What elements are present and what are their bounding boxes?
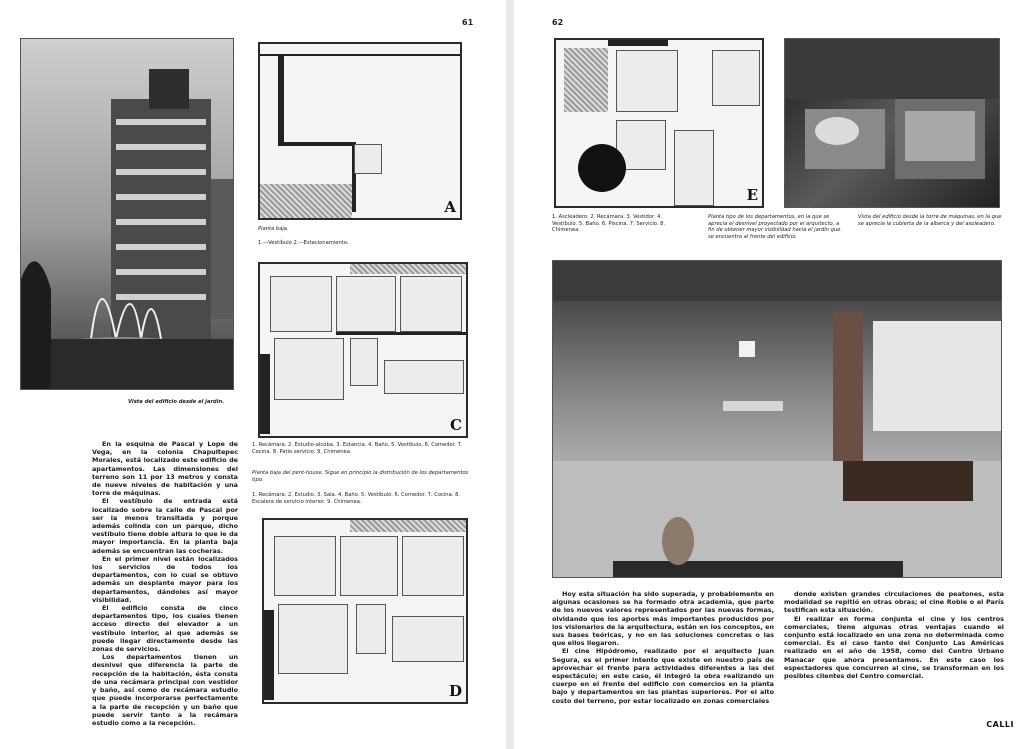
body-paragraph: El vestíbulo de entrada está localizado sobre la calle de Pascal por ser la menos transitada y porque además colinda con un parque, dicho vestíbulo tiene doble altura lo que le da mayor importancia. En la planta baja además se encuentran las cocheras. bbox=[92, 497, 238, 555]
floor-plan-c bbox=[258, 262, 468, 438]
building-photo bbox=[20, 38, 234, 390]
body-paragraph: El edificio consta de cinco departamentos tipo, los cuales tienen acceso directo del elevador a un vestíbulo interior, al que además se puede llegar directamente desde las zonas de servicios. bbox=[92, 604, 238, 654]
plan-a-title: Planta baja. bbox=[258, 226, 289, 232]
body-text-column bbox=[92, 440, 238, 727]
body-paragraph: En el primer nivel están localizados los servicios de todos los departamentos, con lo cual se obtuvo además un desplante mayor para los departamentos, dándoles así mayor visibilidad. bbox=[92, 554, 238, 604]
floor-plan-d bbox=[262, 518, 468, 704]
page-number: 61 bbox=[462, 18, 474, 27]
plan-letter: E bbox=[746, 186, 758, 204]
plan-e-legend: 1. Ascleadero. 2. Recámara. 3. Vestidor. 4. Vestíbulo. 5. Baño. 6. Piscina. 7. Servicio. 8. Chimenea. bbox=[552, 214, 666, 234]
tower-view-caption: Vista del edificio desde la torre de máquinas, en la que se aprecia la cubierta de la alberca y del asoleadero. bbox=[858, 214, 1002, 227]
body-text-column-1 bbox=[552, 590, 774, 705]
tower-view-photo bbox=[784, 38, 1000, 208]
floor-plan-a bbox=[258, 42, 462, 220]
typical-plan-caption: Planta tipo de los departamentos, en la que se aprecia el desnivel proyectado por el arquitecto, a fin de obtener mayor visibilidad hacia el jardín que se encuentra al frente del edificio. bbox=[708, 214, 841, 240]
magazine-logo: CALLI bbox=[986, 720, 1014, 729]
plan-c-title: Planta baja del pent-house. Sigue en principio la distribución de los departamentos tipo. bbox=[252, 470, 469, 483]
body-paragraph: El cine Hipódromo, realizado por el arquitecto Juan Segura, es el primer intento que existe en nuestro país de aprovechar el frente para actividades diferentes a las del espectáculo; en este caso, él integró la obra realizando un cuerpo en el frente del edificio con comercios en la planta bajo y departamentos en las plantas superiores. Por el alto costo del terreno, por estar localizado en zonas comerciales bbox=[552, 647, 774, 705]
plan-d-legend: 1. Recámara. 2. Estudio. 3. Sala. 4. Baño. 5. Vestíbulo. 6. Comedor. 7. Cocina. 8. Escalera de servicio interior. 9. Chimenea. bbox=[252, 492, 461, 505]
floor-plan-e bbox=[554, 38, 764, 208]
photo-caption: Vista del edificio desde el jardín. bbox=[128, 399, 225, 405]
plan-a-legend: 1.—Vestíbulo 2.—Estacionamiento. bbox=[258, 240, 349, 246]
body-paragraph: El realizar en forma conjunta el cine y los centros comerciales, tiene algunas otras ventajas cuando el conjunto está localizado en una zona no determinada como comercial. Es el caso tanto del Conjunto Las Américas realizado en el año de 1958, como del Centro Urbano Manacar que ahora presentamos. En este caso los espectadores que concurren al cine, se transforman en los posibles clientes del Centro comercial. bbox=[784, 614, 1004, 681]
right-page bbox=[514, 0, 1024, 749]
body-paragraph: donde existen grandes circulaciones de peatones, esta modalidad se repitió en otras obras; el cine Roble o el París testifican esta situación. bbox=[784, 590, 1004, 615]
body-paragraph: Los departamentos tienen un desnivel que diferencia la parte de recepción de la habitación, ésta consta de una recámara principal con vestidor y baño, así como de recámara estudio que puede incorporarse perfectamente a la parte de recepción y un baño que puede servir tanto a la recámara estudio como a la recepción. bbox=[92, 653, 238, 727]
body-paragraph: En la esquina de Pascal y Lope de Vega, en la colonia Chapultepec Morales, está localizado este edificio de apartamentos. Las dimensiones del terreno son 11 por 13 metros y consta de nueve niveles de habitación y una torre de máquinas. bbox=[92, 440, 238, 498]
left-page bbox=[0, 0, 506, 749]
plan-letter: A bbox=[444, 198, 456, 216]
page-number: 62 bbox=[552, 18, 564, 27]
body-text-column-2 bbox=[784, 590, 1004, 680]
plan-letter: D bbox=[448, 682, 462, 700]
plan-c-legend: 1. Recámara. 2. Estudio-alcoba. 3. Estancia. 4. Baño. 5. Vestíbulo. 6. Comedor. 7. Cocina. 8. Patio servicio. 9. Chimenea. bbox=[252, 442, 463, 455]
body-paragraph: Hoy esta situación ha sido superada, y probablemente en algunas ocasiones se ha formado otra academia, que parte de los nuevos valores representados por las nuevas formas, olvidando que los aportes más importantes producidos por los visionarios de la arquitectura, están en los conceptos, en sus bases teóricas, y no en las soluciones concretas o las que ellos llegaron. bbox=[552, 590, 774, 648]
interior-photo bbox=[552, 260, 1002, 578]
page-gutter bbox=[506, 0, 514, 749]
building-illustration bbox=[21, 39, 234, 390]
rooftop-illustration bbox=[785, 39, 1000, 208]
plan-letter: C bbox=[450, 416, 462, 434]
interior-illustration bbox=[553, 261, 1002, 578]
